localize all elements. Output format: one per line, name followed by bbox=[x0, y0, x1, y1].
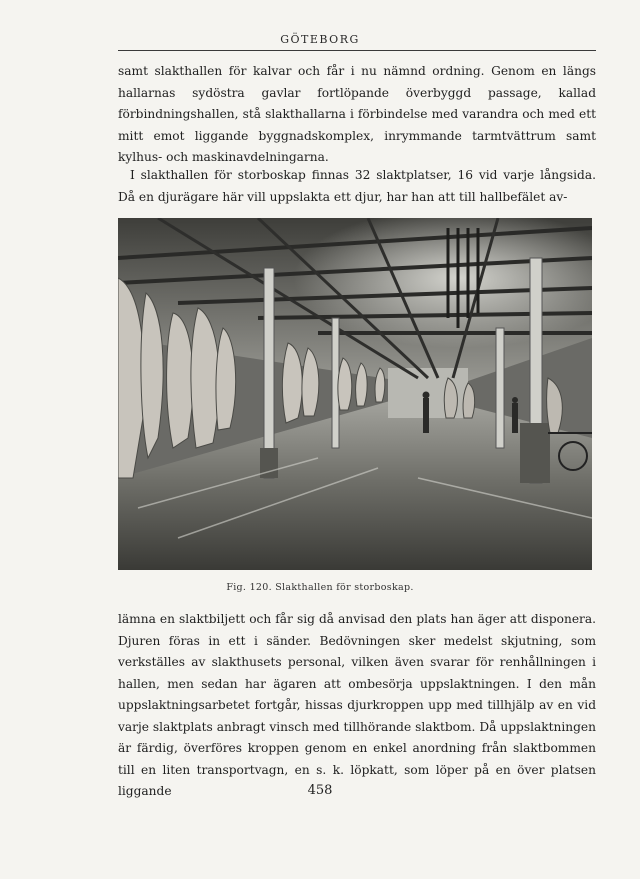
figure-caption: Fig. 120. Slakthallen för storboskap. bbox=[226, 582, 414, 593]
running-head: GÖTEBORG bbox=[280, 33, 360, 46]
header-rule bbox=[118, 50, 596, 51]
page-number: 458 bbox=[307, 783, 333, 798]
paragraph-3: lämna en slaktbiljett och får sig då anvisad den plats han äger att disponera. Djuren föras in ett i sänder. Bedövningen sker medelst skjutning, som verkställes av slakthusets personal, vilken även svarar för renhållningen i hallen, men sedan har ägaren att ombesörja uppslaktningen. I den mån uppslaktningsarbetet fortgår, hissas djurkroppen upp med tillhjälp av en vid varje slaktplats anbragt vinsch med tillhörande slaktbom. Då uppslaktningen är färdig, överföres kroppen genom en enkel anordning från slaktbommen till en liten transportvagn, en s. k. löpkatt, som löper på en över platsen liggande bbox=[118, 612, 596, 798]
slaughterhall-photo bbox=[118, 218, 592, 570]
slaughterhall-photo-illustration bbox=[118, 218, 592, 570]
paragraph-1: samt slakthallen för kalvar och får i nu nämnd ordning. Genom en längs hallarnas sydöstra gavlar fortlöpande överbyggd passage, kallad förbindningshallen, stå slakthallarna i förbindelse med varandra och med ett mitt emot liggande byggnadskomplex, inrymmande tarmtvättrum samt kylhus- och maskinavdelningarna. bbox=[118, 64, 596, 164]
paragraph-2: I slakthallen för storboskap finnas 32 slaktplatser, 16 vid varje långsida. Då en djurägare här vill uppslakta ett djur, har han att till hallbefälet av- bbox=[118, 168, 596, 204]
